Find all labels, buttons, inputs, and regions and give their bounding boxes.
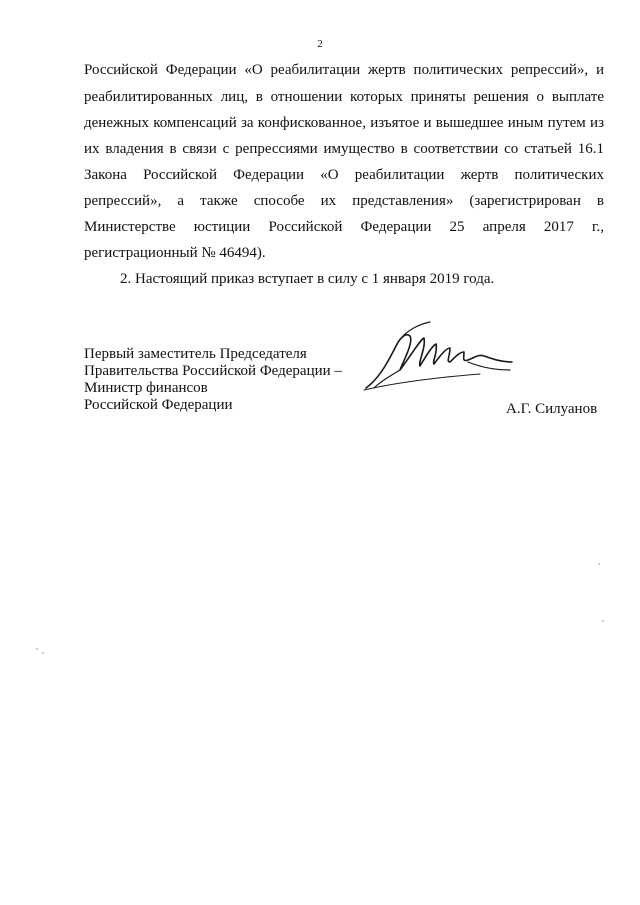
signatory-title: [84, 346, 342, 414]
body-line: регистрационный № 46494).: [84, 245, 266, 261]
page-number: 2: [317, 38, 323, 50]
body-line: репрессий», а также способе их представления» (зарегистрирован в: [84, 193, 604, 209]
signatory-name: А.Г. Силуанов: [506, 401, 598, 417]
body-line: Российской Федерации «О реабилитации жертв политических репрессий», и: [84, 62, 604, 78]
signatory-title-line: Первый заместитель Председателя: [84, 346, 307, 362]
scan-speck: [602, 620, 604, 622]
body-line: их владения в связи с репрессиями имущество в соответствии со статьей 16.1: [84, 141, 604, 157]
handwritten-signature: [360, 318, 520, 398]
scan-speck: [36, 648, 38, 650]
body-line: денежных компенсаций за конфискованное, изъятое и вышедшее иным путем из: [84, 115, 604, 131]
body-line: реабилитированных лиц, в отношении которых приняты решения о выплате: [84, 89, 604, 105]
scan-speck: [42, 652, 44, 654]
body-line: Министерстве юстиции Российской Федерации 25 апреля 2017 г.,: [84, 219, 604, 235]
signatory-title-line: Российской Федерации: [84, 397, 233, 413]
paragraph-2: 2. Настоящий приказ вступает в силу с 1 января 2019 года.: [120, 271, 495, 287]
signatory-title-line: Министр финансов: [84, 380, 208, 396]
scan-speck: [598, 563, 600, 565]
signatory-title-line: Правительства Российской Федерации –: [84, 363, 342, 379]
body-line: Закона Российской Федерации «О реабилитации жертв политических: [84, 167, 604, 183]
